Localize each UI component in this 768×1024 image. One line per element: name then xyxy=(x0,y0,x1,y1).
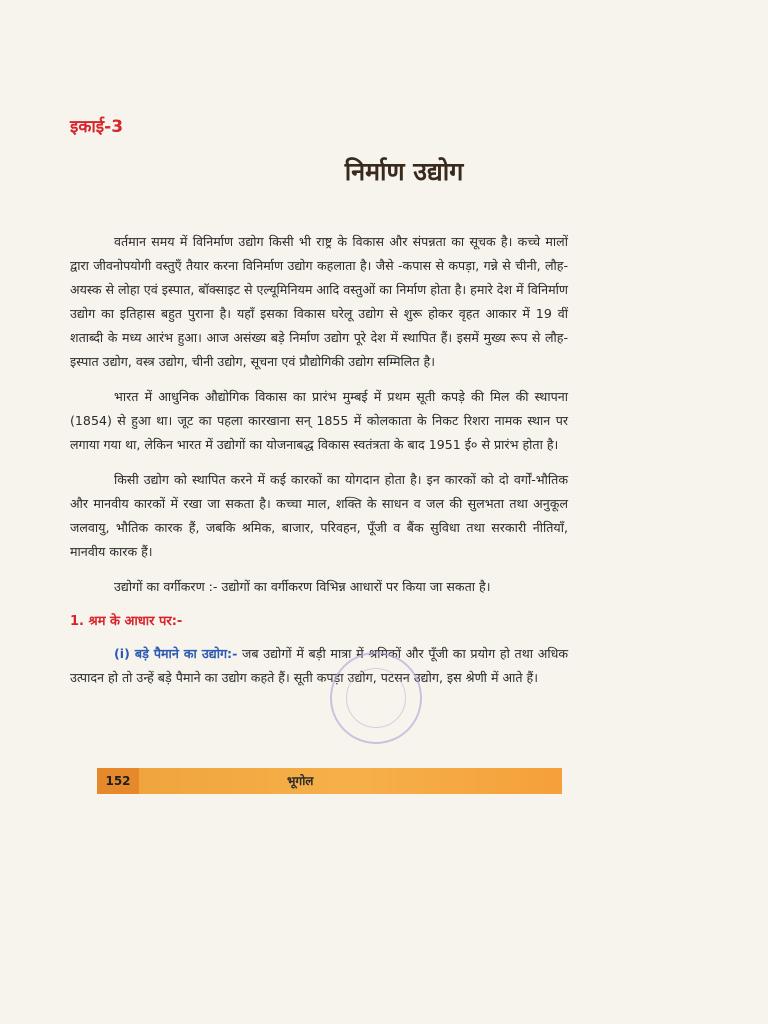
sub-text: जब उद्योगों में बड़ी मात्रा में श्रमिकों और पूँजी का प्रयोग हो तथा अधिक उत्पादन हो तो उन्हें बड़े पैमाने का उद्योग कहते हैं। सूती कपड़ा उद्योग, पटसन उद्योग, इस श्रेणी में आते हैं। xyxy=(70,646,569,685)
footer-band xyxy=(97,768,562,794)
page-number: 152 xyxy=(97,768,139,794)
paragraph-1: वर्तमान समय में विनिर्माण उद्योग किसी भी राष्ट्र के विकास और संपन्नता का सूचक है। कच्चे मालों द्वारा जीवनोपयोगी वस्तुएँ तैयार करना विनिर्माण उद्योग कहलाता है। जैसे -कपास से कपड़ा, गन्ने से चीनी, लौह-अयस्क से लोहा एवं इस्पात, बॉक्साइट से एल्यूमिनियम आदि वस्तुओं का निर्माण होता है। हमारे देश में विनिर्माण उद्योग का इतिहास बहुत पुराना है। यहाँ इसका विकास घरेलू उद्योग से शुरू होकर वृहत आकार में 19 वीं शताब्दी के मध्य आरंभ हुआ। आज असंख्य बड़े निर्माण उद्योग पूरे देश में स्थापित हैं। इसमें मुख्य रूप से लौह-इस्पात उद्योग, वस्त्र उद्योग, चीनी उद्योग, सूचना एवं प्रौद्योगिकी उद्योग सम्मिलित है। xyxy=(70,234,568,369)
chapter-title: निर्माण उद्योग xyxy=(344,157,464,186)
library-stamp-icon xyxy=(330,652,422,744)
paragraph-2: भारत में आधुनिक औद्योगिक विकास का प्रारंभ मुम्बई में प्रथम सूती कपड़े की मिल की स्थापना (1854) से हुआ था। जूट का पहला कारखाना सन् 1855 में कोलकाता के निकट रिशरा नामक स्थान पर लगाया गया था, लेकिन भारत में उद्योगों का योजनाबद्ध विकास स्वतंत्रता के बाद 1951 ई० से प्रारंभ होता है। xyxy=(70,389,568,452)
unit-label: इकाई-3 xyxy=(70,117,124,137)
footer-subject: भूगोल xyxy=(287,774,314,788)
sub-term: (i) बड़े पैमाने का उद्योग:- xyxy=(114,646,238,661)
section-heading: 1. श्रम के आधार पर:- xyxy=(70,614,183,629)
paragraph-4: उद्योगों का वर्गीकरण :- उद्योगों का वर्गीकरण विभिन्न आधारों पर किया जा सकता है। xyxy=(114,579,491,594)
section-paragraph xyxy=(70,642,568,690)
paragraph-3: किसी उद्योग को स्थापित करने में कई कारकों का योगदान होता है। इन कारकों को दो वर्गों-भौतिक और मानवीय कारकों में रखा जा सकता है। कच्चा माल, शक्ति के साधन व जल की सुलभता तथा अनुकूल जलवायु, भौतिक कारक हैं, जबकि श्रमिक, बाजार, परिवहन, पूँजी व बैंक सुविधा तथा सरकारी नीतियाँ, मानवीय कारक हैं। xyxy=(70,472,568,559)
body-text xyxy=(70,230,568,701)
